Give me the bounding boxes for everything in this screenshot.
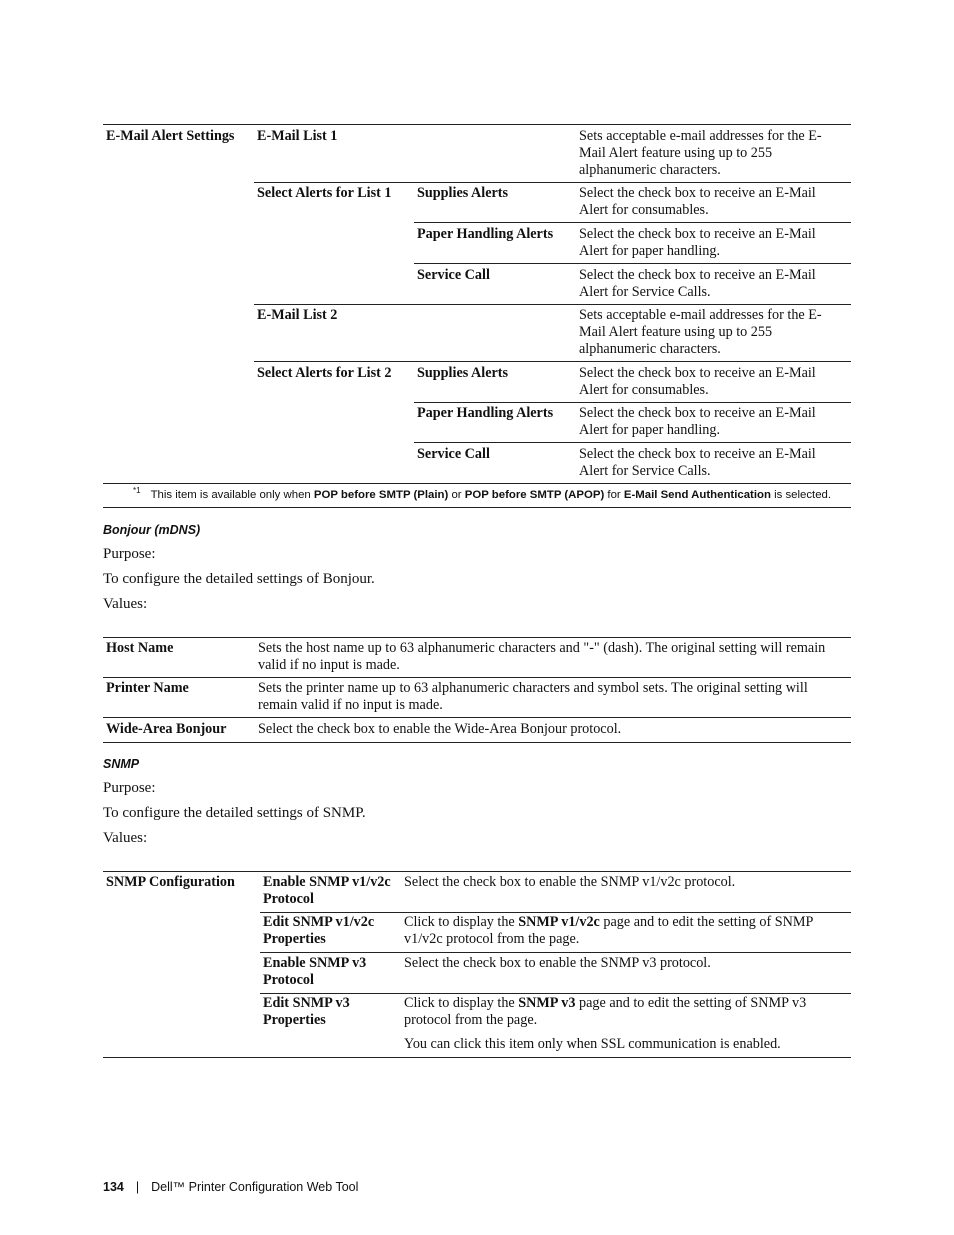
description: Select the check box to receive an E-Mail Alert for paper handling. (579, 405, 816, 439)
section-title-bonjour: Bonjour (mDNS) (103, 523, 201, 537)
section-title-snmp: SNMP (103, 757, 140, 771)
description: Select the check box to receive an E-Mail Alert for paper handling. (579, 226, 816, 260)
subitem-label: Supplies Alerts (417, 365, 509, 381)
values-label: Values: (103, 596, 148, 612)
description: Sets acceptable e-mail addresses for the E- Mail Alert feature using up to 255 alphanumeric characters. (579, 307, 822, 358)
subitem-label: Paper Handling Alerts (417, 226, 554, 242)
row-divider (414, 222, 851, 223)
purpose-label: Purpose: (103, 546, 156, 562)
row-divider (260, 952, 851, 953)
purpose-label: Purpose: (103, 780, 156, 796)
setting-name: Wide-Area Bonjour (106, 721, 227, 737)
row-divider (414, 442, 851, 443)
item-label: E-Mail List 2 (257, 307, 338, 323)
footnote: $^{*1}$ This item is available only when POP before SMTP (Plain) or POP before SMTP (APOP) for E-Mail Send Authentication is selected. (133, 486, 832, 501)
setting-description: Select the check box to enable the Wide-Area Bonjour protocol. (258, 721, 622, 737)
description: Sets acceptable e-mail addresses for the E- Mail Alert feature using up to 255 alphanumeric characters. (579, 128, 822, 179)
row-divider (414, 402, 851, 403)
values-label: Values: (103, 830, 148, 846)
footnote-marker: *1 (133, 486, 141, 495)
item-label: Edit SNMP v1/v2c Properties (263, 914, 375, 948)
footnote-rule (103, 507, 851, 508)
table-top-rule (103, 871, 851, 872)
item-note: You can click this item only when SSL communication is enabled. (404, 1036, 781, 1053)
row-divider (254, 182, 851, 183)
table-top-rule (103, 637, 851, 638)
subitem-label: Paper Handling Alerts (417, 405, 554, 421)
page-footer (103, 1180, 358, 1194)
purpose-text: To configure the detailed settings of Bonjour. (103, 571, 375, 587)
item-label: Select Alerts for List 1 (257, 185, 392, 201)
description: Select the check box to receive an E-Mail Alert for Service Calls. (579, 267, 816, 301)
footer-title: Dell™ Printer Configuration Web Tool (151, 1180, 359, 1194)
table-bottom-rule (103, 742, 851, 743)
description: Select the check box to receive an E-Mail Alert for consumables. (579, 365, 816, 399)
row-divider (103, 717, 851, 718)
item-label: Enable SNMP v3 Protocol (263, 955, 367, 989)
item-label: Enable SNMP v1/v2c Protocol (263, 874, 391, 908)
row-divider (260, 912, 851, 913)
page-number: 134 (103, 1180, 124, 1194)
table-bottom-rule (103, 1057, 851, 1058)
table-top-rule (103, 124, 851, 125)
setting-description: Sets the host name up to 63 alphanumeric characters and "-" (dash). The original setting will remain valid if no input is made. (258, 640, 826, 674)
description: Select the check box to receive an E-Mail Alert for consumables. (579, 185, 816, 219)
item-label: Edit SNMP v3 Properties (263, 995, 350, 1029)
item-description: Select the check box to enable the SNMP v1/v2c protocol. (404, 874, 736, 890)
setting-name: Printer Name (106, 680, 189, 696)
item-label: Select Alerts for List 2 (257, 365, 392, 381)
section-label: E-Mail Alert Settings (106, 128, 235, 144)
footer-separator: | (135, 1180, 140, 1194)
purpose-text: To configure the detailed settings of SNMP. (103, 805, 366, 821)
row-divider (254, 304, 851, 305)
row-divider (254, 361, 851, 362)
setting-description: Sets the printer name up to 63 alphanumeric characters and symbol sets. The original setting will remain valid if no input is made. (258, 680, 808, 714)
row-divider (103, 677, 851, 678)
subitem-label: Service Call (417, 446, 490, 462)
row-divider (414, 263, 851, 264)
item-label: E-Mail List 1 (257, 128, 338, 144)
subitem-label: Service Call (417, 267, 490, 283)
row-divider (260, 993, 851, 994)
item-description: Click to display the SNMP v3 page and to edit the setting of SNMP v3 protocol from the page. You can click this item only when SSL communication is enabled. (404, 995, 807, 1053)
group-label: SNMP Configuration (106, 874, 235, 890)
subitem-label: Supplies Alerts (417, 185, 509, 201)
setting-name: Host Name (106, 640, 174, 656)
item-description: Click to display the SNMP v1/v2c page and to edit the setting of SNMP v1/v2c protocol from the page. (404, 914, 814, 948)
table-bottom-rule (103, 483, 851, 484)
description: Select the check box to receive an E-Mail Alert for Service Calls. (579, 446, 816, 480)
item-description: Select the check box to enable the SNMP v3 protocol. (404, 955, 711, 971)
